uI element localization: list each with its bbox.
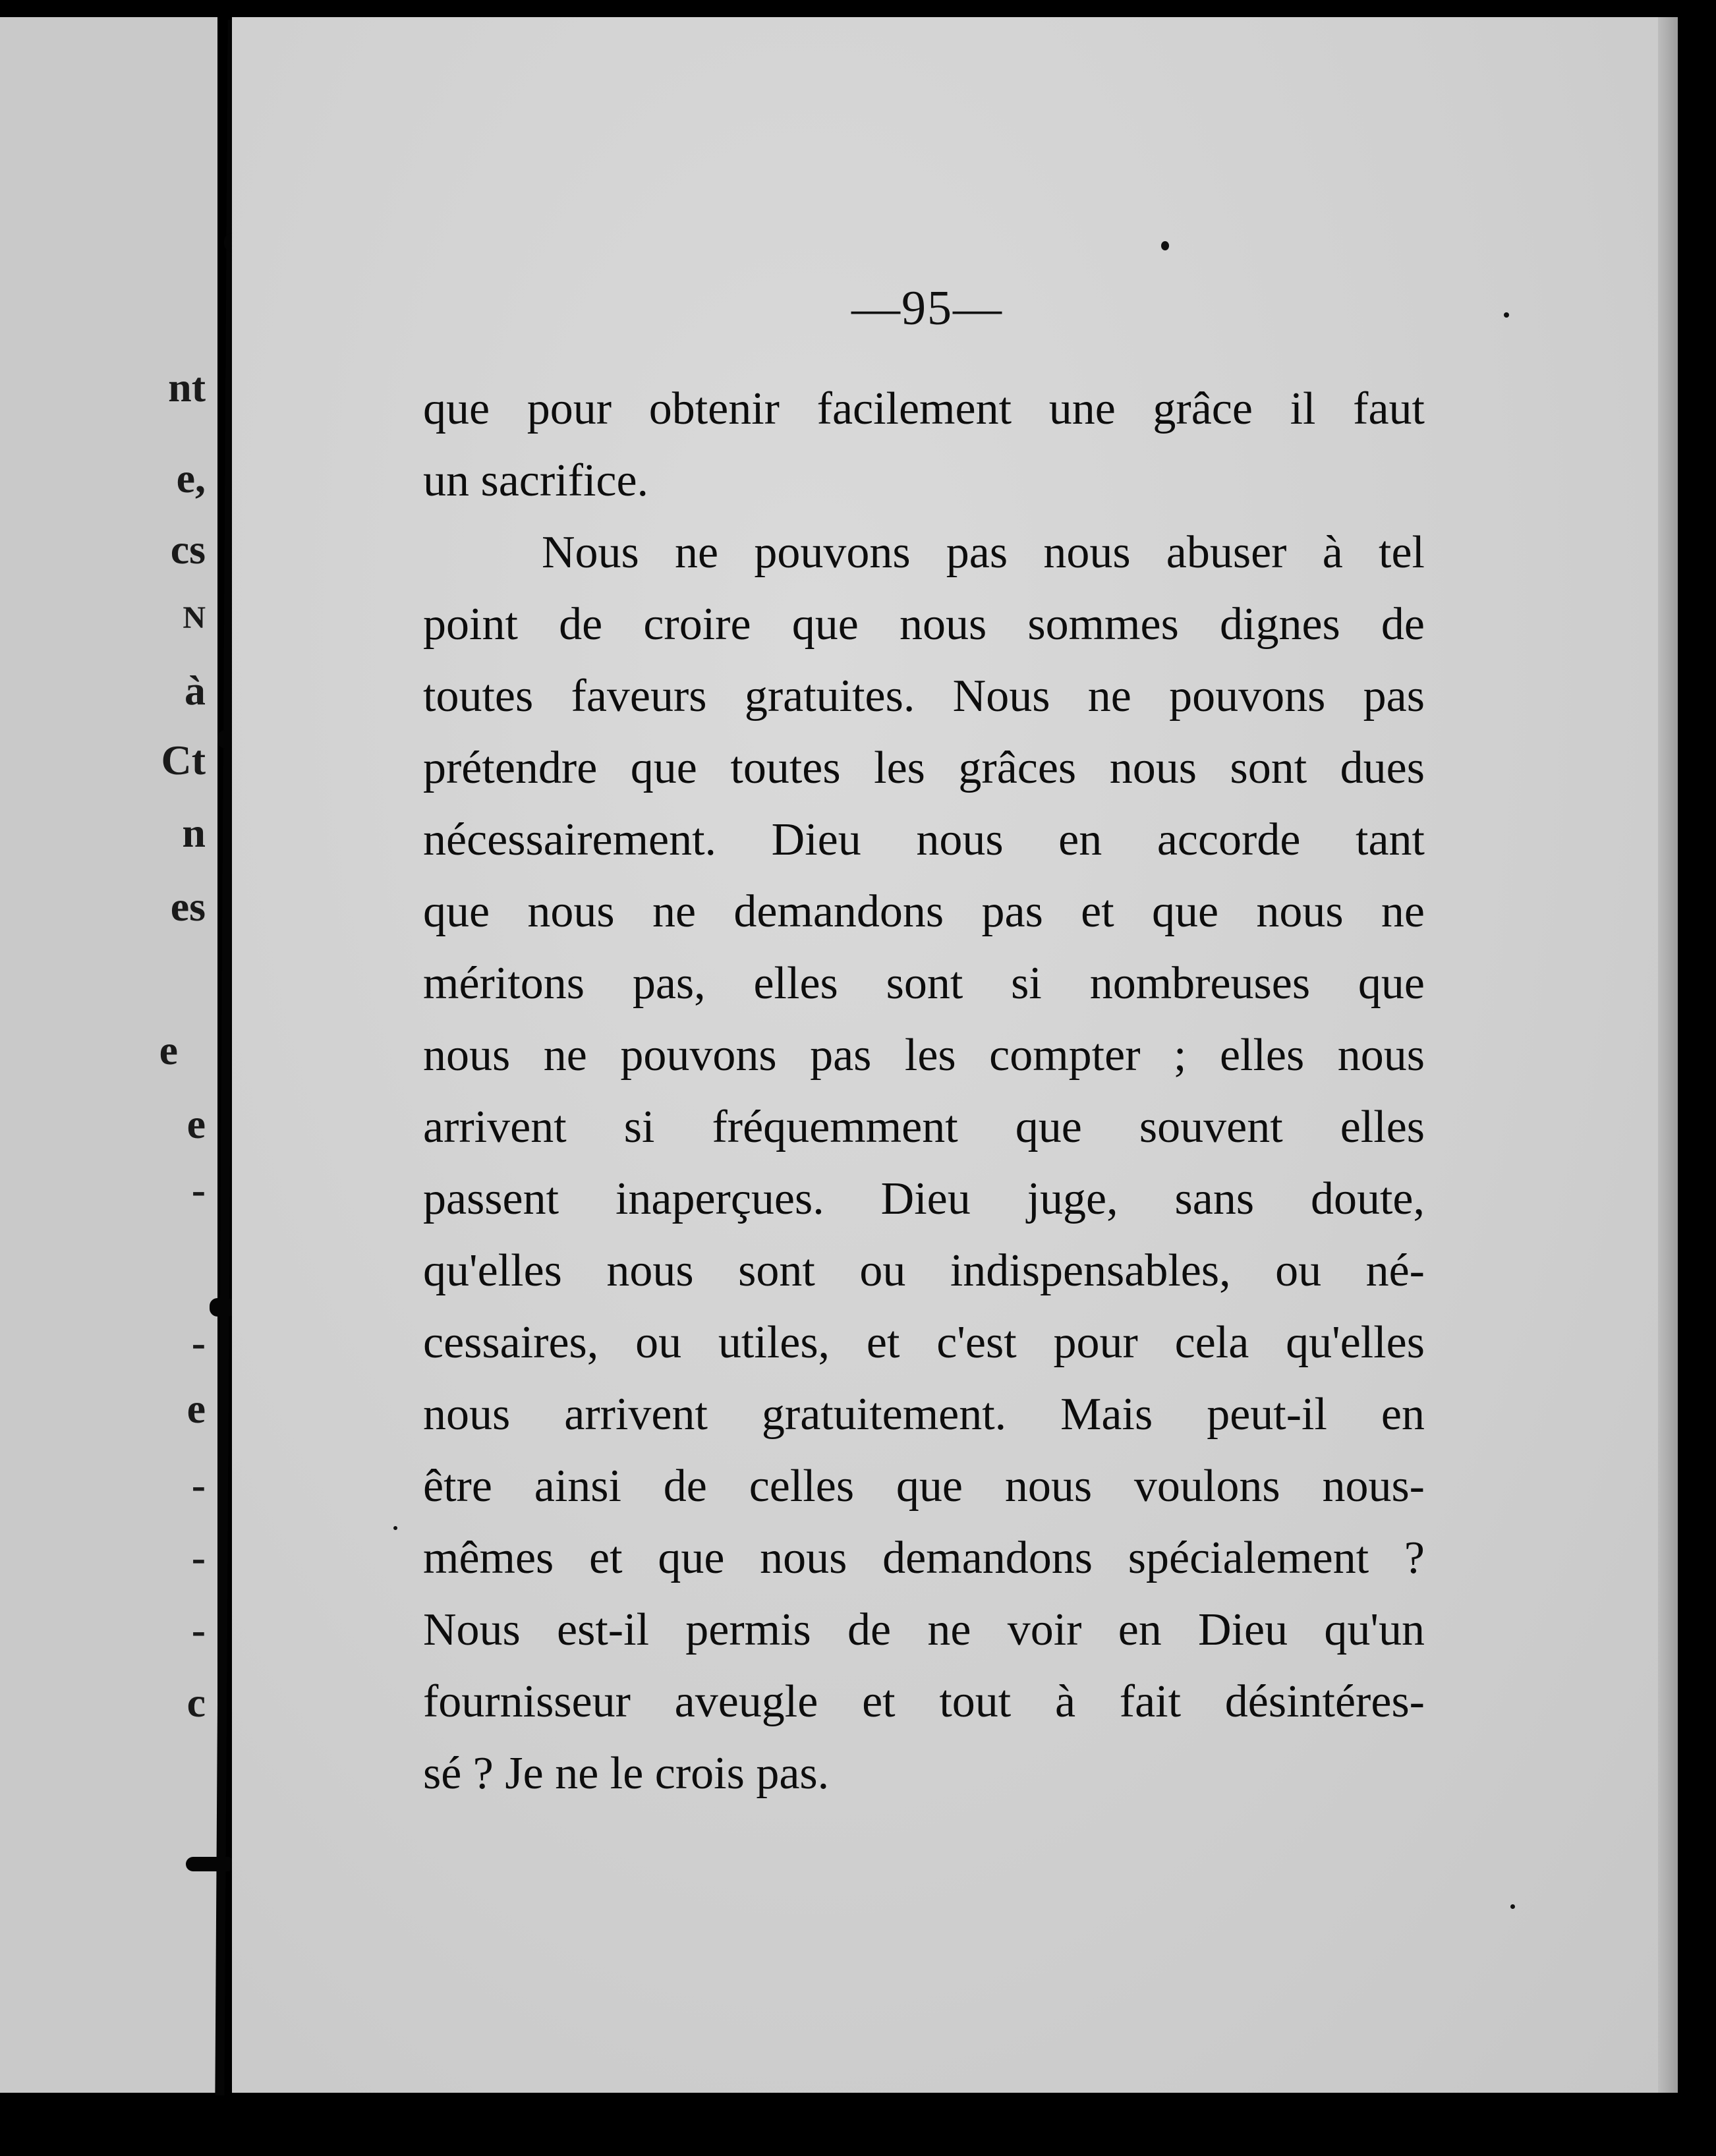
- text-line: nous ne pouvons pas les compter ; elles nous: [423, 1030, 1425, 1081]
- scan-speck: [1510, 1904, 1515, 1909]
- text-line: Nous ne pouvons pas nous abuser à tel: [542, 527, 1425, 578]
- scan-speck: [393, 1526, 397, 1530]
- page-edge-shadow: [1658, 17, 1678, 2093]
- text-line: point de croire que nous sommes dignes de: [423, 599, 1425, 650]
- text-line: nécessairement. Dieu nous en accorde tant: [423, 814, 1425, 865]
- book-page: [232, 17, 1678, 2093]
- binding-knot: [186, 1857, 235, 1871]
- text-line: fournisseur aveugle et tout à fait désintéres-: [423, 1676, 1425, 1727]
- left-fragment-text: Ct: [161, 737, 206, 783]
- text-line: prétendre que toutes les grâces nous sont dues: [423, 743, 1425, 793]
- left-fragment-text: -: [191, 1534, 206, 1581]
- scan-speck: [1161, 241, 1169, 250]
- text-line: être ainsi de celles que nous voulons nous-: [423, 1461, 1425, 1512]
- left-page-fragment: [0, 17, 217, 2093]
- text-line: toutes faveurs gratuites. Nous ne pouvons pas: [423, 671, 1425, 722]
- left-fragment-text: e,: [176, 455, 206, 501]
- text-line: que nous ne demandons pas et que nous ne: [423, 886, 1425, 937]
- text-line: arrivent si fréquemment que souvent elles: [423, 1102, 1425, 1152]
- text-line: méritons pas, elles sont si nombreuses que: [423, 958, 1425, 1009]
- text-line: un sacrifice.: [423, 455, 649, 506]
- text-line: cessaires, ou utiles, et c'est pour cela qu'elles: [423, 1317, 1425, 1368]
- text-line: qu'elles nous sont ou indispensables, ou né-: [423, 1245, 1425, 1296]
- text-line: Nous est-il permis de ne voir en Dieu qu'un: [423, 1604, 1425, 1655]
- left-fragment-text: à: [185, 667, 206, 714]
- left-fragment-text: n: [182, 809, 206, 856]
- left-fragment-text: e: [186, 1385, 206, 1432]
- left-fragment-text: -: [191, 1319, 206, 1366]
- left-fragment-text: -: [191, 1606, 206, 1653]
- text-line: nous arrivent gratuitement. Mais peut-il en: [423, 1389, 1425, 1440]
- left-fragment-text: es: [170, 883, 206, 930]
- body-text: [423, 373, 1425, 1809]
- page-number: —95—: [851, 281, 1003, 335]
- left-fragment-text: -: [191, 1461, 206, 1508]
- left-fragment-text: -: [191, 1166, 206, 1213]
- text-line: que pour obtenir facilement une grâce il faut: [423, 383, 1425, 434]
- left-fragment-text: cs: [170, 526, 206, 573]
- left-fragment-text: nt: [168, 364, 206, 411]
- left-fragment-text: e: [186, 1100, 206, 1147]
- text-line: sé ? Je ne le crois pas.: [423, 1748, 830, 1799]
- left-fragment-text: c: [186, 1679, 206, 1726]
- text-line: passent inaperçues. Dieu juge, sans doute,: [423, 1174, 1425, 1224]
- text-line: mêmes et que nous demandons spécialement ?: [423, 1533, 1425, 1583]
- left-fragment-text: N: [183, 600, 206, 635]
- scan-speck: [1504, 312, 1509, 318]
- left-fragment-text: e: [159, 1027, 178, 1073]
